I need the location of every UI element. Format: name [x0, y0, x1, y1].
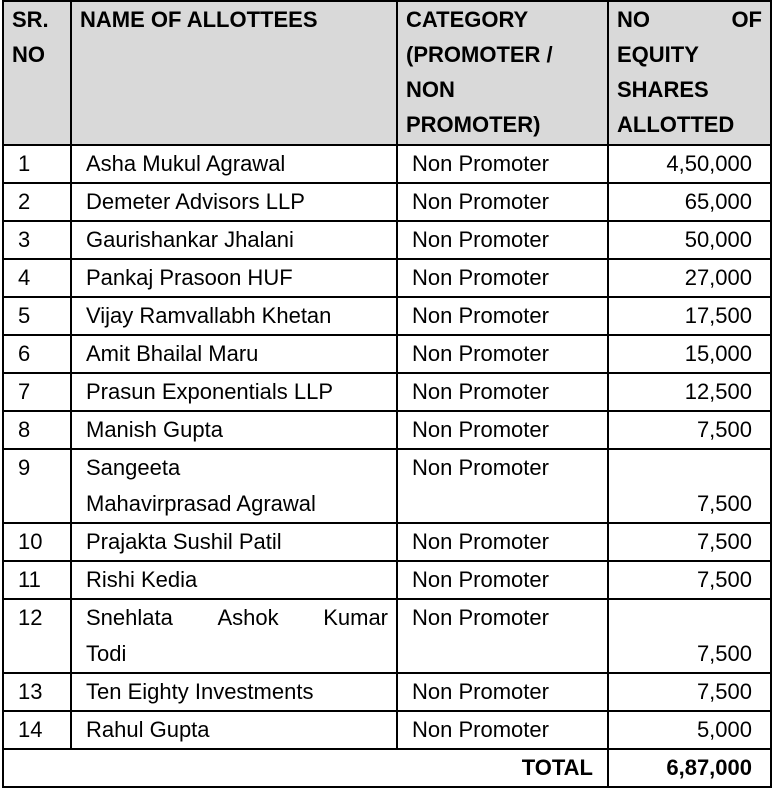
- cell-category: Non Promoter: [397, 145, 608, 183]
- header-shares-line: SHARES: [617, 77, 709, 102]
- cell-category: Non Promoter: [397, 711, 608, 749]
- cell-sr-no: 8: [3, 411, 71, 449]
- table-row: [3, 411, 771, 449]
- cell-sr-no: 5: [3, 297, 71, 335]
- cell-shares-allotted: 5,000: [608, 711, 771, 749]
- allottee-name-line: Manish Gupta: [86, 417, 223, 442]
- header-row: [3, 1, 771, 145]
- cell-sr-no: 4: [3, 259, 71, 297]
- cell-shares-allotted: 7,500: [608, 523, 771, 561]
- table-row: [3, 259, 771, 297]
- cell-allottee-name: [71, 335, 397, 373]
- table-row: [3, 449, 771, 523]
- table-row: [3, 145, 771, 183]
- cell-shares-allotted: 15,000: [608, 335, 771, 373]
- cell-sr-no: 12: [3, 599, 71, 673]
- allottee-name-line: Demeter Advisors LLP: [86, 189, 305, 214]
- allottee-name-word: Kumar: [323, 605, 388, 630]
- allottee-name-word: Snehlata: [86, 605, 173, 630]
- table-row: [3, 523, 771, 561]
- table-row: [3, 673, 771, 711]
- allottee-name-line: Vijay Ramvallabh Khetan: [86, 303, 332, 328]
- cell-shares-allotted: 27,000: [608, 259, 771, 297]
- header-sr-no: [3, 1, 71, 145]
- cell-category: Non Promoter: [397, 599, 608, 673]
- header-shares-line: ALLOTTED: [617, 112, 735, 137]
- cell-shares-allotted: 7,500: [608, 561, 771, 599]
- cell-shares-allotted: 7,500: [608, 673, 771, 711]
- cell-sr-no: 9: [3, 449, 71, 523]
- cell-allottee-name: [71, 711, 397, 749]
- cell-category: Non Promoter: [397, 411, 608, 449]
- cell-allottee-name: [71, 259, 397, 297]
- cell-allottee-name: [71, 673, 397, 711]
- cell-allottee-name: [71, 599, 397, 673]
- cell-sr-no: 6: [3, 335, 71, 373]
- cell-sr-no: 7: [3, 373, 71, 411]
- cell-shares-allotted: 65,000: [608, 183, 771, 221]
- cell-sr-no: 3: [3, 221, 71, 259]
- cell-category: Non Promoter: [397, 259, 608, 297]
- total-value: 6,87,000: [608, 749, 771, 787]
- table-row: [3, 599, 771, 673]
- cell-allottee-name: [71, 449, 397, 523]
- cell-shares-allotted: 17,500: [608, 297, 771, 335]
- table-row: [3, 297, 771, 335]
- cell-allottee-name: [71, 183, 397, 221]
- allottee-name-line: Gaurishankar Jhalani: [86, 227, 294, 252]
- cell-shares-allotted: 4,50,000: [608, 145, 771, 183]
- cell-category: Non Promoter: [397, 523, 608, 561]
- header-name: [71, 1, 397, 145]
- allottee-name-line: Mahavirprasad Agrawal: [86, 491, 316, 516]
- table-row: [3, 561, 771, 599]
- total-label: TOTAL: [3, 749, 608, 787]
- table-header: [3, 1, 771, 145]
- cell-category: Non Promoter: [397, 373, 608, 411]
- allottees-table: [2, 0, 772, 788]
- cell-sr-no: 14: [3, 711, 71, 749]
- header-category-line: NON: [406, 77, 455, 102]
- header-category-line: (PROMOTER /: [406, 42, 553, 67]
- header-shares-word: OF: [731, 7, 762, 32]
- cell-category: Non Promoter: [397, 561, 608, 599]
- header-category: [397, 1, 608, 145]
- header-category-line: CATEGORY: [406, 7, 529, 32]
- allottee-name-line: [86, 600, 388, 636]
- cell-category: Non Promoter: [397, 673, 608, 711]
- header-category-line: PROMOTER): [406, 112, 541, 137]
- cell-sr-no: 1: [3, 145, 71, 183]
- table-body: [3, 145, 771, 749]
- allottee-name-word: Ashok: [217, 605, 279, 630]
- cell-sr-no: 13: [3, 673, 71, 711]
- total-row: [3, 749, 771, 787]
- allottee-name-line: Amit Bhailal Maru: [86, 341, 259, 366]
- cell-allottee-name: [71, 297, 397, 335]
- cell-allottee-name: [71, 561, 397, 599]
- cell-shares-allotted: 7,500: [608, 449, 771, 523]
- cell-shares-allotted: 50,000: [608, 221, 771, 259]
- cell-shares-allotted: 7,500: [608, 411, 771, 449]
- cell-shares-allotted: 12,500: [608, 373, 771, 411]
- allottee-name-line: Prajakta Sushil Patil: [86, 529, 282, 554]
- cell-category: Non Promoter: [397, 297, 608, 335]
- header-shares-line: [617, 2, 762, 37]
- cell-category: Non Promoter: [397, 183, 608, 221]
- header-sr-line: SR.: [12, 7, 49, 32]
- table-footer: [3, 749, 771, 787]
- cell-allottee-name: [71, 221, 397, 259]
- allottee-name-line: Rishi Kedia: [86, 567, 198, 592]
- header-shares-line: EQUITY: [617, 42, 699, 67]
- cell-allottee-name: [71, 411, 397, 449]
- table-row: [3, 711, 771, 749]
- header-shares: [608, 1, 771, 145]
- cell-allottee-name: [71, 373, 397, 411]
- cell-category: Non Promoter: [397, 221, 608, 259]
- cell-allottee-name: [71, 145, 397, 183]
- allottee-name-line: Pankaj Prasoon HUF: [86, 265, 293, 290]
- cell-allottee-name: [71, 523, 397, 561]
- table-row: [3, 221, 771, 259]
- header-name-text: NAME OF ALLOTTEES: [80, 7, 318, 32]
- allottee-name-line: Ten Eighty Investments: [86, 679, 314, 704]
- cell-category: Non Promoter: [397, 449, 608, 523]
- header-shares-word: NO: [617, 7, 650, 32]
- allottee-name-line: Prasun Exponentials LLP: [86, 379, 334, 404]
- table-row: [3, 183, 771, 221]
- header-sr-line: NO: [12, 42, 45, 67]
- cell-sr-no: 10: [3, 523, 71, 561]
- allottee-name-line: Sangeeta: [86, 455, 181, 480]
- cell-shares-allotted: 7,500: [608, 599, 771, 673]
- allottee-name-line: Asha Mukul Agrawal: [86, 151, 286, 176]
- allottee-name-line: Todi: [86, 641, 127, 666]
- allottee-name-line: Rahul Gupta: [86, 717, 210, 742]
- table-row: [3, 373, 771, 411]
- cell-category: Non Promoter: [397, 335, 608, 373]
- table-row: [3, 335, 771, 373]
- cell-sr-no: 2: [3, 183, 71, 221]
- cell-sr-no: 11: [3, 561, 71, 599]
